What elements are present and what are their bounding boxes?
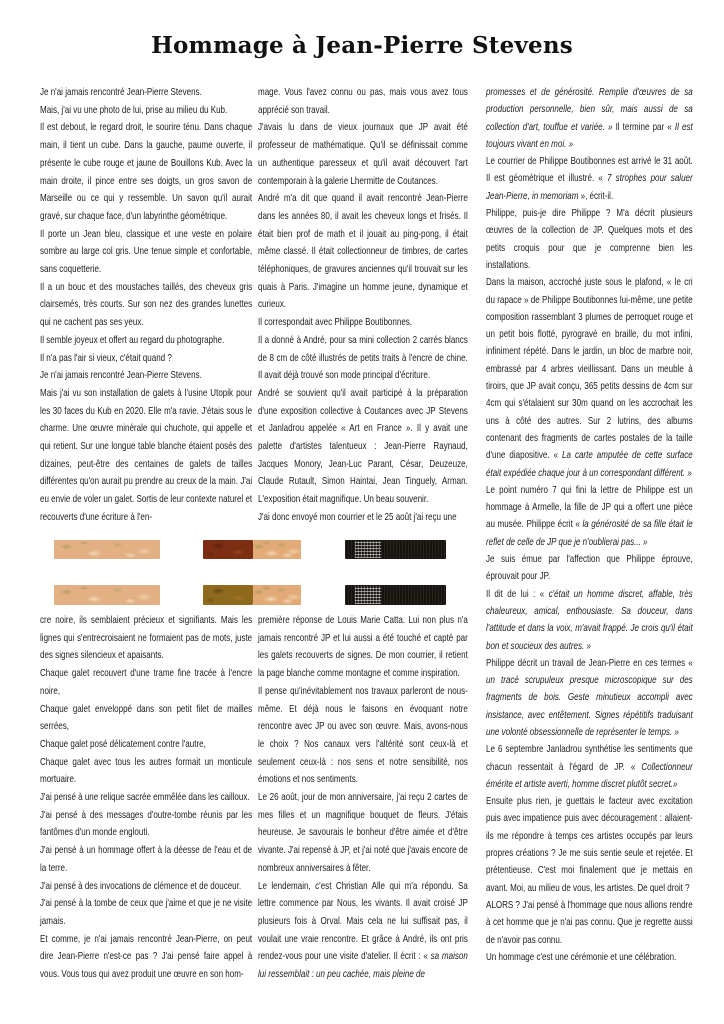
paragraph: J'ai donc envoyé mon courrier et le 25 août j'ai reçu une — [258, 511, 457, 523]
paragraph: Il semble joyeux et offert au regard du photographe. — [40, 334, 225, 346]
column-3-text — [486, 84, 693, 966]
paragraph: J'ai pensé à la tombe de ceux que j'aime et que je ne visite jamais. — [40, 898, 253, 927]
paragraph: Il n'a pas l'air si vieux, c'était quand ? — [40, 352, 172, 364]
column-1-top-text — [40, 84, 252, 527]
paragraph: Il dit de lui : « c'était un homme discret, affable, très chaleureux, amical, enthousiaste. Sa douceur, dans l'attitude et dans la voix, m'avait frappé. Je crois qu'il était bon et soucieux des autres. » — [486, 588, 693, 652]
paragraph: Chaque galet posé délicatement contre l'autre, — [40, 738, 206, 750]
pebble-photo-mottled-1 — [54, 540, 160, 559]
pebbles-strip-row-1 — [40, 540, 458, 559]
paragraph: Le courrier de Philippe Boutibonnes est arrivé le 31 août. Il est géométrique et illustré. « 7 strophes pour saluer Jean-Pierre, in memoriam », écrit-il. — [486, 156, 693, 202]
pebble-photo-black-inscribed-1 — [345, 540, 446, 559]
paragraph: Je n'ai jamais rencontré Jean-Pierre Stevens. — [40, 87, 202, 98]
column-2-bottom-text — [258, 612, 468, 984]
paragraph: André se souvient qu'il avait participé à la préparation d'une exposition collective à Coutances avec JP Stevens et Janladrou appelée « Art en France ». Il y avait une palette d'artistes talentueux : Jean-Pierre Raynaud, Jacques Monory, Jean-Luc Parant, César, Deuzeuze, Claude Rutault, Simon Haintai, Jean Tinguely, Arman. L'exposition était magnifique. Un beau souvenir. — [258, 387, 468, 506]
paragraph: Chaque galet avec tous les autres formait un monticule mortuaire. — [40, 756, 253, 786]
column-2-top-text — [258, 84, 468, 527]
paragraph: Le point numéro 7 qui fini la lettre de Philippe est un hommage à Armelle, la fille de JP qui a offert une pièce au musée. Philippe écrit « la générosité de sa fille était le reflet de celle de JP que je n'oublierai pas... » — [486, 484, 693, 548]
paragraph: Le 26 août, jour de mon anniversaire, j'ai reçu 2 cartes de mes filles et un magnifique bouquet de fleurs. J'étais heureuse. Je savourais le bonheur d'être aimée et d'être vivante. J'ai repensé à JP, et j'ai noté que j'avais encore de nombreux anniversaires à fêter. — [258, 792, 468, 874]
pebbles-photo-strip — [40, 540, 458, 605]
paragraph: Mais, j'ai vu une photo de lui, prise au milieu du Kub. — [40, 104, 228, 116]
pebble-photo-mottled-2 — [54, 585, 160, 605]
page-title: Hommage à Jean-Pierre Stevens — [151, 32, 573, 59]
paragraph: Le 6 septembre Janladrou synthétise les sentiments que chacun ressentait à l'égard de JP. « Collectionneur émérite et artiste averti, homme discret plutôt secret.» — [486, 744, 693, 790]
paragraph: Chaque galet enveloppé dans son petit filet de mailles serrées, — [40, 703, 253, 733]
paragraph: cre noire, ils semblaient précieux et signifiants. Mais les lignes qui s'entrecroisaient ne formaient pas de mots, juste des signes silencieux et apaisants. — [40, 615, 253, 662]
paragraph: Mais j'ai vu son installation de galets à l'usine Utopik pour les 30 faces du Kub en 2020. Elle m'a ravie. J'étais sous le charme. Une œuvre minérale qui chuchote, qui appelle et qui retient. Sur une longue table blanche étaient posés des dizaines, peut-être des centaines de galets de tailles différentes qu'on aurait pu prendre au creux de la main. J'ai eu envie de voler un galet. Sortis de leur contexte naturel et recouverts d'une écriture à l'en- — [40, 387, 253, 523]
paragraph: Philippe, puis-je dire Philippe ? M'a décrit plusieurs œuvres de la collection de JP. Quelques mots et des petits croquis pour que je comprenne bien les installations. — [486, 208, 693, 271]
paragraph: ALORS ? J'ai pensé à l'hommage que nous allions rendre à cet homme que je n'ai pas connu. Que je regrette aussi de n'avoir pas connu. — [486, 899, 693, 946]
paragraph: Le lendemain, c'est Christian Alle qui m'a répondu. Sa lettre commence par Nous, les vivants. Il avait croisé JP plusieurs fois à Orval. Mais cela ne lui suffisait pas, il voulait une vraie rencontre. Et grâce à André, ils ont pris rendez-vous pour une visite d'atelier. Il écrit : « sa maison lui ressemblait : un peu cachée, mais pleine de — [258, 880, 468, 981]
paragraph: Il pense qu'inévitablement nos travaux parleront de nous-même. Et déjà nous le faisons en évoquant notre rencontre avec JP ou avec son œuvre. Mais, avons-nous le choix ? Nos canaux vers l'altérité sont ceux-là et seulement ceux-là : nos sens et notre sensibilité, nos émotions et nos sentiments. — [258, 685, 468, 786]
paragraph: Il porte un Jean bleu, classique et une veste en polaire sombre au large col gris. Une tenue simple et confortable, sans coquetterie. — [40, 228, 253, 276]
column-3 — [486, 84, 693, 966]
pebble-photo-tan-1 — [253, 540, 301, 559]
paragraph: Un hommage c'est une cérémonie et une célébration. — [486, 951, 677, 963]
column-1-top — [40, 84, 252, 527]
paragraph: Il a donné à André, pour sa mini collection 2 carrés blancs de 8 cm de côté illustrés de petits traits à l'encre de chine. Il avait déjà trouvé son mode principal d'écriture. — [258, 334, 468, 382]
paragraph: J'ai pensé à un hommage offert à la déesse de l'eau et de la terre. — [40, 845, 253, 874]
paragraph: Ensuite plus rien, je guettais le facteur avec excitation puis avec impatience puis avec découragement : allaient-ils me répondre à temps ces artistes occupés par leurs propres créations ? Je me suis sentie seule et rejetée. Et prétentieuse. C'est moi finalement que je mettais en avant. Moi, au milieu de vous, les artistes. De quel droit ? — [486, 796, 693, 894]
pebbles-strip-row-2 — [40, 585, 458, 605]
paragraph: J'ai pensé à des invocations de clémence et de douceur. — [40, 880, 242, 892]
paragraph: première réponse de Louis Marie Catta. Lui non plus n'a jamais rencontré JP et lui aussi a été touché et capté par les galets recouverts de signes. De mon courrier, il retient la page blanche comme montagne et comme inspiration. — [258, 615, 468, 680]
paragraph: Je suis émue par l'affection que Philippe éprouve, éprouvait pour JP. — [486, 554, 693, 583]
paragraph: Il correspondait avec Philippe Boutibonnes. — [258, 317, 413, 329]
pebble-photo-dark-red — [203, 540, 253, 559]
paragraph: J'avais lu dans de vieux journaux que JP avait été professeur de mathématique. Qu'il se définissait comme un authentique paresseux et qu'il avait découvert l'art contemporain à la galerie Lhermitte de Coutances. — [258, 122, 468, 187]
paragraph: promesses et de générosité. Remplie d'œuvres de sa production personnelle, bien sûr, mais aussi de sa collection d'art, touffue et variée. » Il termine par « Il est toujours vivant en moi. » — [486, 87, 693, 150]
paragraph: Philippe décrit un travail de Jean-Pierre en ces termes « un tracé scrupuleux presque microscopique sur des fragments de bois. Geste minutieux accompli avec insistance, avec entêtement. Signes répétitifs traduisant une volonté obsessionnelle de représenter le temps. » — [486, 657, 693, 738]
pebble-photo-golden — [203, 585, 253, 605]
column-1-bottom — [40, 612, 252, 984]
paragraph: Je n'ai jamais rencontré Jean-Pierre Stevens. — [40, 370, 202, 382]
column-2-top — [258, 84, 468, 527]
paragraph: André m'a dit que quand il avait rencontré Jean-Pierre dans les années 80, il avait les cheveux longs et frisés. Il était bien prof de math et il jouait au ping-pong, il était même classé. Il était collectionneur de timbres, de cartes téléphoniques, de gravures anciennes qu'il trouvait sur les quais à Paris. J'imagine un homme jeune, dynamique et curieux. — [258, 193, 468, 311]
pebble-photo-tan-2 — [253, 585, 301, 605]
paragraph: Chaque galet recouvert d'une trame fine tracée à l'encre noire, — [40, 668, 253, 697]
paragraph: J'ai pensé à une relique sacrée emmêlée dans les cailloux. — [40, 792, 250, 804]
paragraph: mage. Vous l'avez connu ou pas, mais vous avez tous apprécié son travail. — [258, 87, 468, 116]
paragraph: Dans la maison, accroché juste sous le plafond, « le cri du rapace » de Philippe Boutibonnes lui-même, une petite composition rassemblant 3 plumes de perroquet rouge et un petit bois flotté, pyrogravé en braille, du mot infini, infiniment répété. Dans le jardin, un bloc de marbre noir, embrassé par 4 arbres vieillissant. Dans un meuble à tiroirs, que JP avait conçu, 365 petits dessins de 4cm sur 4cm qui s'étalaient sur 30m quand on les accrochait les uns à côté des autres. Sur 2 lutrins, des albums contenant des fragments de cartes postales de la taille d'une diapositive. « La carte amputée de cette surface était expédiée chaque jour à un correspondant différent. » — [486, 277, 693, 479]
paragraph: Il est debout, le regard droit, le sourire ténu. Dans chaque main, il tient un cube. Dans la gauche, paume ouverte, il présente le cube rouge et jaune de Bouillons Kub. Avec la main droite, il pince entre ses doigts, un gros savon de Marseille ou ce qui y ressemble. Un savon qu'il aurait gravé, sur chaque face, d'un labyrinthe géométrique. — [40, 122, 253, 222]
paragraph: J'ai pensé à des messages d'outre-tombe réunis par les fantômes d'un monde englouti. — [40, 809, 253, 839]
pebble-photo-black-inscribed-2 — [345, 585, 446, 605]
column-2-bottom — [258, 612, 468, 984]
paragraph: Et comme, je n'ai jamais rencontré Jean-Pierre, on peut dire Jean-Pierre n'est-ce pas ? J'ai pensé faire appel à vous. Vous tous qui avez produit une œuvre en son hom- — [40, 933, 253, 981]
column-1-bottom-text — [40, 612, 252, 984]
paragraph: Il a un bouc et des moustaches taillés, des cheveux gris clairsemés, très courts. Sur son nez des grandes lunettes qui ne cachent pas ses yeux. — [40, 281, 253, 329]
